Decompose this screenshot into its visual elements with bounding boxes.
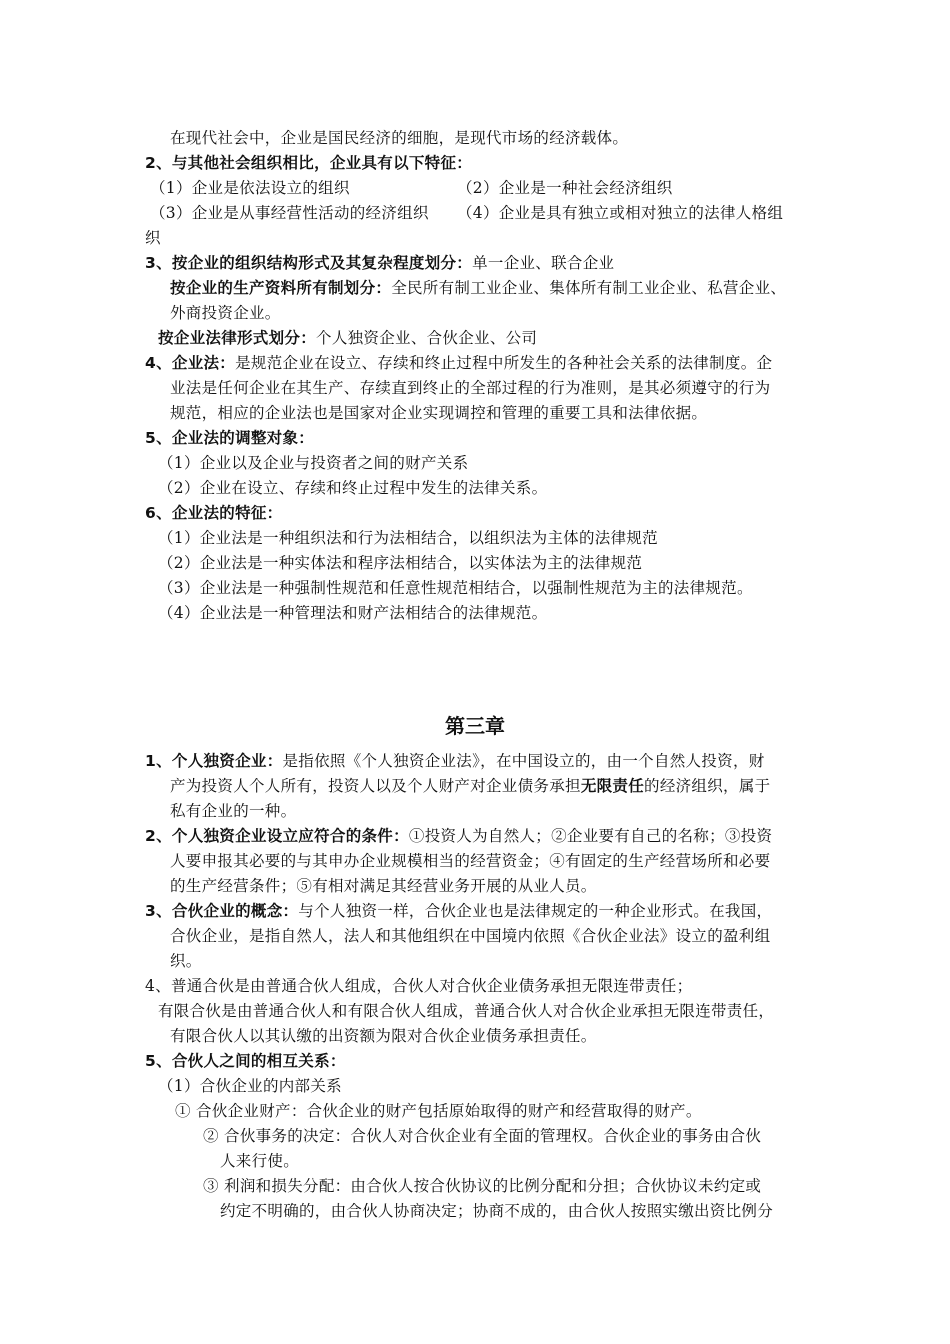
feature-4-cont: 织 [145, 229, 161, 247]
s3-point-2-line2: 人来行使。 [220, 1152, 300, 1170]
feature-4: （4）企业是具有独立或相对独立的法律人格组 [457, 204, 784, 222]
item5-title: 5、企业法的调整对象： [145, 429, 315, 447]
s3-point-2-line1: ② 合伙事务的决定：合伙人对合伙企业有全面的管理权。合伙企业的事务由合伙 [203, 1127, 762, 1145]
item4-title: 企业法： [171, 354, 236, 372]
item4-line3: 规范，相应的企业法也是国家对企业实现调控和管理的重要工具和法律依据。 [170, 404, 708, 422]
item3-text: 单一企业、联合企业 [472, 254, 615, 272]
s3-item2-title: 个人独资企业设立应符合的条件： [171, 827, 409, 845]
characteristic-2: （2）企业法是一种实体法和程序法相结合，以实体法为主的法律规范 [158, 554, 643, 572]
item4-num: 4、 [145, 354, 172, 372]
object-2: （2）企业在设立、存续和终止过程中发生的法律关系。 [158, 479, 548, 497]
prod-text: 全民所有制工业企业、集体所有制工业企业、私营企业、 [391, 279, 787, 297]
s3-item1-num: 1、 [145, 752, 172, 770]
item2-title: 2、与其他社会组织相比，企业具有以下特征： [145, 154, 473, 172]
s3-item1-text: 是指依照《个人独资企业法》，在中国设立的，由一个自然人投资，财 [282, 752, 765, 770]
item3-line [145, 253, 614, 273]
feature-2: （2）企业是一种社会经济组织 [457, 179, 673, 197]
s3-point-3-line1: ③ 利润和损失分配：由合伙人按合伙协议的比例分配和分担；合伙协议未约定或 [203, 1177, 762, 1195]
feature-1: （1）企业是依法设立的组织 [150, 179, 350, 197]
s3-item3-num: 3、 [145, 902, 172, 920]
prod-title: 按企业的生产资料所有制划分： [170, 279, 392, 297]
characteristic-3: （3）企业法是一种强制性规范和任意性规范相结合，以强制性规范为主的法律规范。 [158, 579, 753, 597]
feature-3: （3）企业是从事经营性活动的经济组织 [150, 204, 429, 222]
s3-item1-text-c: 的经济组织，属于 [644, 777, 771, 795]
chapter-heading: 第三章 [445, 714, 505, 738]
s3-item4-line1: 4、普通合伙是由普通合伙人组成，合伙人对合伙企业债务承担无限连带责任； [145, 977, 693, 995]
s3-item3-line2: 合伙企业，是指自然人，法人和其他组织在中国境内依照《合伙企业法》设立的盈利组 [170, 927, 771, 945]
prod-cont: 外商投资企业。 [170, 304, 281, 322]
item3-num: 3、 [145, 254, 172, 272]
item4-text: 是规范企业在设立、存续和终止过程中所发生的各种社会关系的法律制度。企 [235, 354, 773, 372]
s3-item1-line1 [145, 751, 765, 771]
s3-item3-line1 [145, 901, 772, 921]
s3-item5-title: 5、合伙人之间的相互关系： [145, 1052, 346, 1070]
intro-line: 在现代社会中，企业是国民经济的细胞，是现代市场的经济载体。 [170, 129, 629, 147]
item6-title: 6、企业法的特征： [145, 504, 283, 522]
characteristic-4: （4）企业法是一种管理法和财产法相结合的法律规范。 [158, 604, 548, 622]
s3-point-1: ① 合伙企业财产：合伙企业的财产包括原始取得的财产和经营取得的财产。 [175, 1102, 702, 1120]
prod-line [170, 278, 786, 298]
characteristic-1: （1）企业法是一种组织法和行为法相结合，以组织法为主体的法律规范 [158, 529, 658, 547]
s3-item2-line3: 的生产经营条件；⑤有相对满足其经营业务开展的从业人员。 [170, 877, 597, 895]
item3-title: 按企业的组织结构形式及其复杂程度划分： [171, 254, 473, 272]
s3-item1-line3: 私有企业的一种。 [170, 802, 297, 820]
s3-item2-text: ①投资人为自然人；②企业要有自己的名称；③投资 [408, 827, 773, 845]
s3-item1-line2 [170, 776, 770, 796]
s3-item2-num: 2、 [145, 827, 172, 845]
s3-item2-line1 [145, 826, 772, 846]
s3-point-3-line2: 约定不明确的，由合伙人协商决定；协商不成的，由合伙人按照实缴出资比例分 [220, 1202, 774, 1220]
s3-item5-sub1: （1）合伙企业的内部关系 [158, 1077, 342, 1095]
s3-item1-title: 个人独资企业： [171, 752, 283, 770]
s3-item3-title: 合伙企业的概念： [171, 902, 299, 920]
item4-line2: 业法是任何企业在其生产、存续直到终止的全部过程的行为准则，是其必须遵守的行为 [170, 379, 771, 397]
s3-item3-line3: 织。 [170, 952, 202, 970]
legal-line [158, 328, 537, 348]
s3-item3-text: 与个人独资一样，合伙企业也是法律规定的一种企业形式。在我国， [298, 902, 773, 920]
s3-item4-line2: 有限合伙是由普通合伙人和有限合伙人组成，普通合伙人对合伙企业承担无限连带责任， [158, 1002, 775, 1020]
s3-item1-emphasis: 无限责任 [580, 777, 645, 795]
legal-text: 个人独资企业、合伙企业、公司 [316, 329, 538, 347]
item4-line1 [145, 353, 772, 373]
object-1: （1）企业以及企业与投资者之间的财产关系 [158, 454, 469, 472]
s3-item1-text-a: 产为投资人个人所有，投资人以及个人财产对企业债务承担 [170, 777, 581, 795]
s3-item2-line2: 人要申报其必要的与其申办企业规模相当的经营资金；④有固定的生产经营场所和必要 [170, 852, 771, 870]
legal-title: 按企业法律形式划分： [158, 329, 317, 347]
s3-item4-line3: 有限合伙人以其认缴的出资额为限对合伙企业债务承担责任。 [170, 1027, 597, 1045]
